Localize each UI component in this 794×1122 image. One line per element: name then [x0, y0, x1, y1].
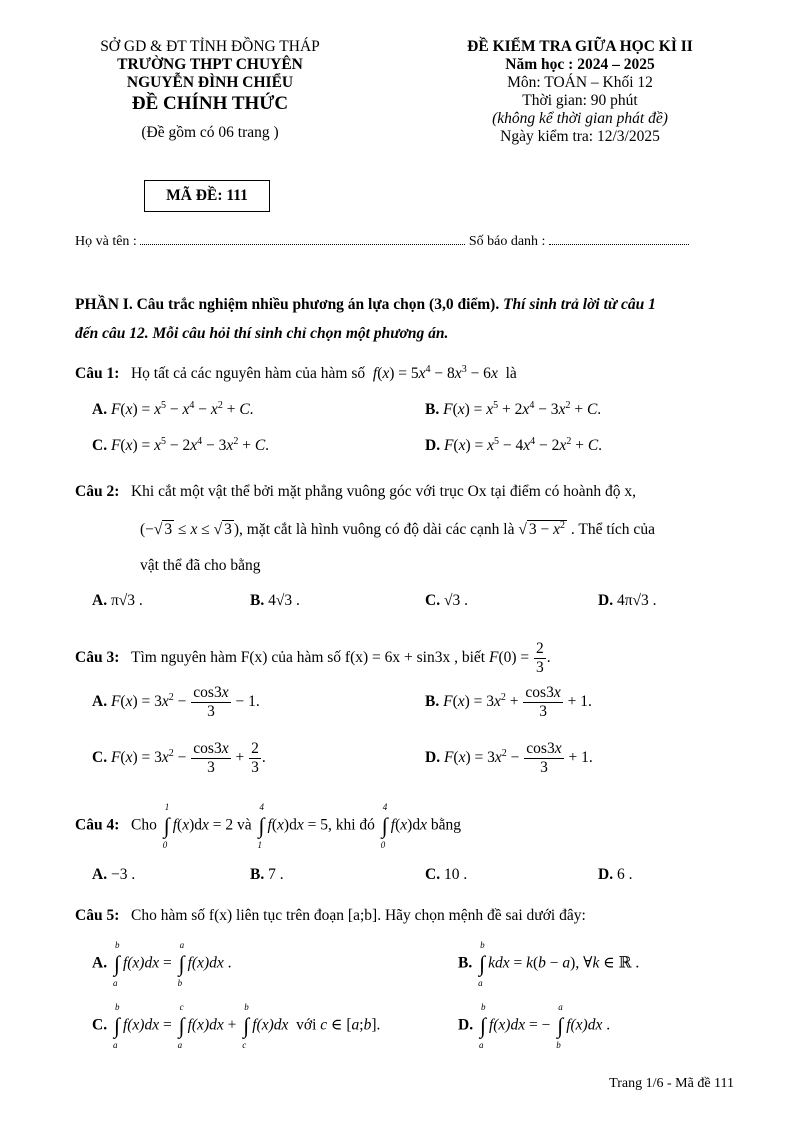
- q3-option-d[interactable]: D. $F(x) = 3x^2$ − $\frac{\cos 3x}{3}$ + 1.: [425, 740, 593, 776]
- q1-option-c[interactable]: C. $F(x) = x^5 - 2x^4 - 3x^2 + C$.: [92, 436, 270, 455]
- q2-line1: Khi cắt một vật thể bởi mặt phẳng vuông góc với trục Ox tại điểm có hoành độ x,: [130, 483, 636, 500]
- q3-option-c[interactable]: C. $F(x) = 3x^2$ − $\frac{\cos 3x}{3}$ + $\frac{2}{3}$ .: [92, 740, 266, 776]
- school-name-1: TRƯỜNG THPT CHUYÊN: [117, 56, 303, 73]
- header-right: [390, 38, 770, 146]
- q1-option-b[interactable]: B. $F(x) = x^5 + 2x^4 - 3x^2 + C$.: [425, 400, 602, 419]
- q4-label: Câu 4:: [75, 816, 120, 834]
- q3-label: Câu 3:: [75, 649, 120, 667]
- exam-code: MÃ ĐỀ: 111: [144, 180, 270, 212]
- q2-option-d[interactable]: D. 4π√3 .: [598, 592, 657, 609]
- q5-option-a[interactable]: A. b ∫ a f(x)dx = a ∫ b f(x)dx .: [92, 940, 232, 988]
- q2-option-a[interactable]: A. π√3 .: [92, 592, 143, 609]
- school-name-2: NGUYỄN ĐÌNH CHIỂU: [126, 74, 294, 91]
- part1-instr-2: đến câu 12. Mỗi câu hỏi thí sinh chỉ chọn một phương án.: [75, 325, 449, 342]
- q2-option-b[interactable]: B. 4√3 .: [250, 592, 300, 609]
- pages-note: (Đề gồm có 06 trang ): [141, 124, 279, 141]
- q2-line2b: . Thể tích của: [570, 521, 655, 539]
- q2-line2-wrap: (−√ 3 ≤ x ≤ √ 3 ), mặt cắt là hình vuông có độ dài các cạnh là √ $3 - x^2$ . Thể tích của: [140, 520, 655, 539]
- part1-instr-1: Thí sinh trả lời từ câu 1: [503, 296, 656, 313]
- q4-option-a[interactable]: A. −3 .: [92, 866, 136, 883]
- q2-label: Câu 2:: [75, 483, 120, 500]
- q5-option-b[interactable]: B. b ∫ a kdx = k(b − a), ∀k ∈ ℝ .: [458, 940, 640, 988]
- exam-title: ĐỀ KIỂM TRA GIỮA HỌC KÌ II: [467, 38, 693, 55]
- q2-line3: vật thể đã cho bằng: [140, 557, 261, 574]
- exam-time: Thời gian: 90 phút: [522, 92, 638, 109]
- student-info: [75, 232, 735, 250]
- q3-option-a[interactable]: A. $F(x) = 3x^2$ − $\frac{\cos 3x}{3}$ − 1.: [92, 684, 260, 720]
- q1-option-a[interactable]: A. $F(x) = x^5 - x^4 - x^2 + C$.: [92, 400, 254, 419]
- q3-option-b[interactable]: B. $F(x) = 3x^2$ + $\frac{\cos 3x}{3}$ + 1.: [425, 684, 592, 720]
- q1-label: Câu 1:: [75, 365, 120, 383]
- subject: Môn: TOÁN – Khối 12: [507, 74, 653, 91]
- header-left: [40, 38, 380, 142]
- q5-option-c[interactable]: C. b ∫ a f(x)dx = c ∫ a f(x)dx + b ∫ c f(x)dx với c ∈ [a;b].: [92, 1002, 381, 1050]
- question-5: [75, 906, 586, 926]
- school-year: Năm học : 2024 – 2025: [505, 56, 655, 73]
- part1-heading: [75, 290, 740, 348]
- name-label: Họ và tên :: [75, 234, 137, 249]
- page-footer: Trang 1/6 - Mã đề 111: [609, 1076, 734, 1091]
- official-label: ĐỀ CHÍNH THỨC: [131, 93, 289, 114]
- q4-option-c[interactable]: C. 10 .: [425, 866, 468, 883]
- question-3: Câu 3: Tìm nguyên hàm F(x) của hàm số f(x) = 6x + sin3x , biết F(0) = $\frac{2}{3}$ .: [75, 640, 551, 676]
- q2-option-c[interactable]: C. √3 .: [425, 592, 468, 609]
- q4-option-b[interactable]: B. 7 .: [250, 866, 284, 883]
- time-note: (không kể thời gian phát đề): [492, 110, 668, 127]
- question-2: [75, 482, 740, 502]
- q5-text: Cho hàm số f(x) liên tục trên đoạn [a;b]. Hãy chọn mệnh đề sai dưới đây:: [130, 907, 586, 924]
- dept-name: SỞ GD & ĐT TỈNH ĐỒNG THÁP: [100, 38, 320, 55]
- q5-label: Câu 5:: [75, 907, 120, 924]
- question-4: Câu 4: Cho 1 ∫ 0 f(x)dx = 2 và 4 ∫ 1 f(x)dx = 5, khi đó 4 ∫ 0 f(x)dx bằng: [75, 802, 461, 850]
- name-field[interactable]: [140, 232, 465, 245]
- q1-option-d[interactable]: D. $F(x) = x^5 - 4x^4 - 2x^2 + C$.: [425, 436, 603, 455]
- exam-date: Ngày kiểm tra: 12/3/2025: [500, 128, 660, 145]
- id-label: Số báo danh :: [468, 234, 546, 249]
- part1-title: PHẦN I. Câu trắc nghiệm nhiều phương án lựa chọn (3,0 điểm).: [75, 296, 500, 313]
- q1-text: Họ tất cả các nguyên hàm của hàm số: [130, 365, 366, 383]
- id-field[interactable]: [549, 232, 689, 245]
- q4-option-d[interactable]: D. 6 .: [598, 866, 633, 883]
- question-1: Câu 1: Họ tất cả các nguyên hàm của hàm số $f(x) = 5x^4 - 8x^3 - 6x$ là: [75, 364, 517, 383]
- q5-option-d[interactable]: D. b ∫ a f(x)dx = − a ∫ b f(x)dx .: [458, 1002, 611, 1050]
- q3-text: Tìm nguyên hàm F(x) của hàm số f(x) = 6x + sin3x , biết: [130, 649, 486, 667]
- q2-line2: mặt cắt là hình vuông có độ dài các cạnh là: [246, 521, 515, 539]
